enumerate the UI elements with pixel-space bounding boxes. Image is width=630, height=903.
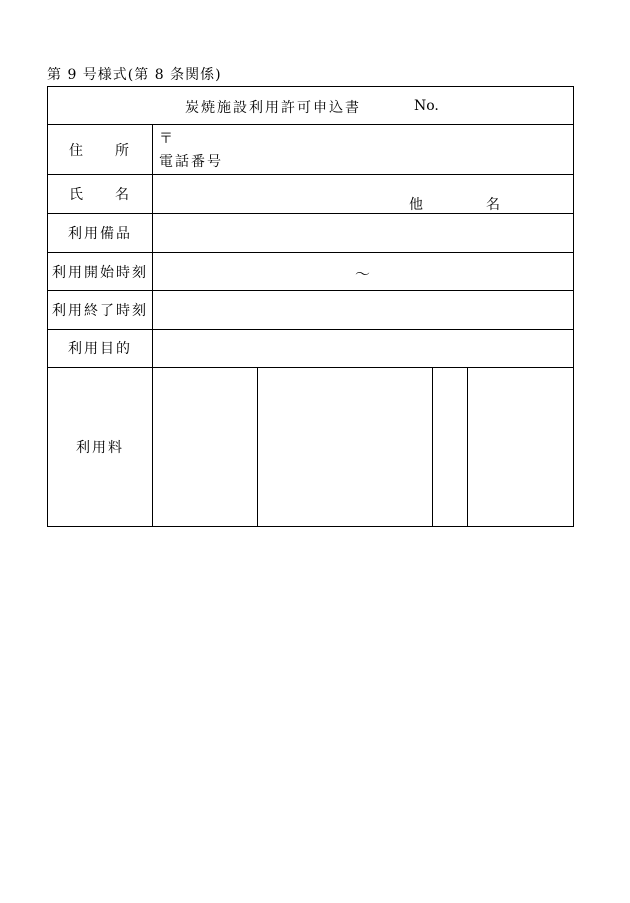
address-label-a: 住	[69, 142, 85, 159]
fee-field-1[interactable]	[153, 368, 258, 527]
name-field[interactable]	[153, 174, 574, 213]
equipment-label: 利用備品	[48, 214, 153, 252]
postal-code-mark: 〒	[159, 131, 173, 148]
address-row	[48, 125, 574, 175]
name-label-a: 氏	[69, 187, 85, 204]
address-label	[48, 125, 153, 175]
start-time-label: 利用開始時刻	[48, 252, 153, 290]
purpose-field[interactable]	[153, 329, 574, 367]
fee-field-3[interactable]	[433, 368, 468, 527]
purpose-row	[48, 329, 574, 367]
fee-row	[48, 368, 574, 527]
title-row	[48, 87, 574, 125]
form-caption: 第 9 号様式(第 8 条関係)	[47, 67, 222, 83]
end-time-field[interactable]	[153, 291, 574, 329]
fee-label: 利用料	[48, 368, 153, 527]
others-label: 他	[409, 196, 423, 213]
start-time-row	[48, 252, 574, 290]
others-count-unit: 名	[486, 196, 500, 213]
equipment-row	[48, 214, 574, 252]
number-label: No.	[414, 98, 439, 114]
end-time-label: 利用終了時刻	[48, 291, 153, 329]
form-title: 炭焼施設利用許可申込書	[185, 100, 361, 116]
purpose-label: 利用目的	[48, 329, 153, 367]
start-time-field[interactable]	[153, 252, 574, 290]
fee-field-2[interactable]	[258, 368, 433, 527]
address-label-b: 所	[115, 142, 131, 159]
fee-field-4[interactable]	[468, 368, 574, 527]
application-form-table	[47, 86, 574, 527]
time-range-separator: ～	[355, 264, 371, 283]
title-cell	[48, 87, 574, 125]
name-row	[48, 174, 574, 213]
equipment-field[interactable]	[153, 214, 574, 252]
name-label-b: 名	[115, 187, 131, 204]
address-field[interactable]	[153, 125, 574, 175]
name-label	[48, 174, 153, 213]
phone-number-label: 電話番号	[159, 154, 223, 171]
end-time-row	[48, 291, 574, 329]
